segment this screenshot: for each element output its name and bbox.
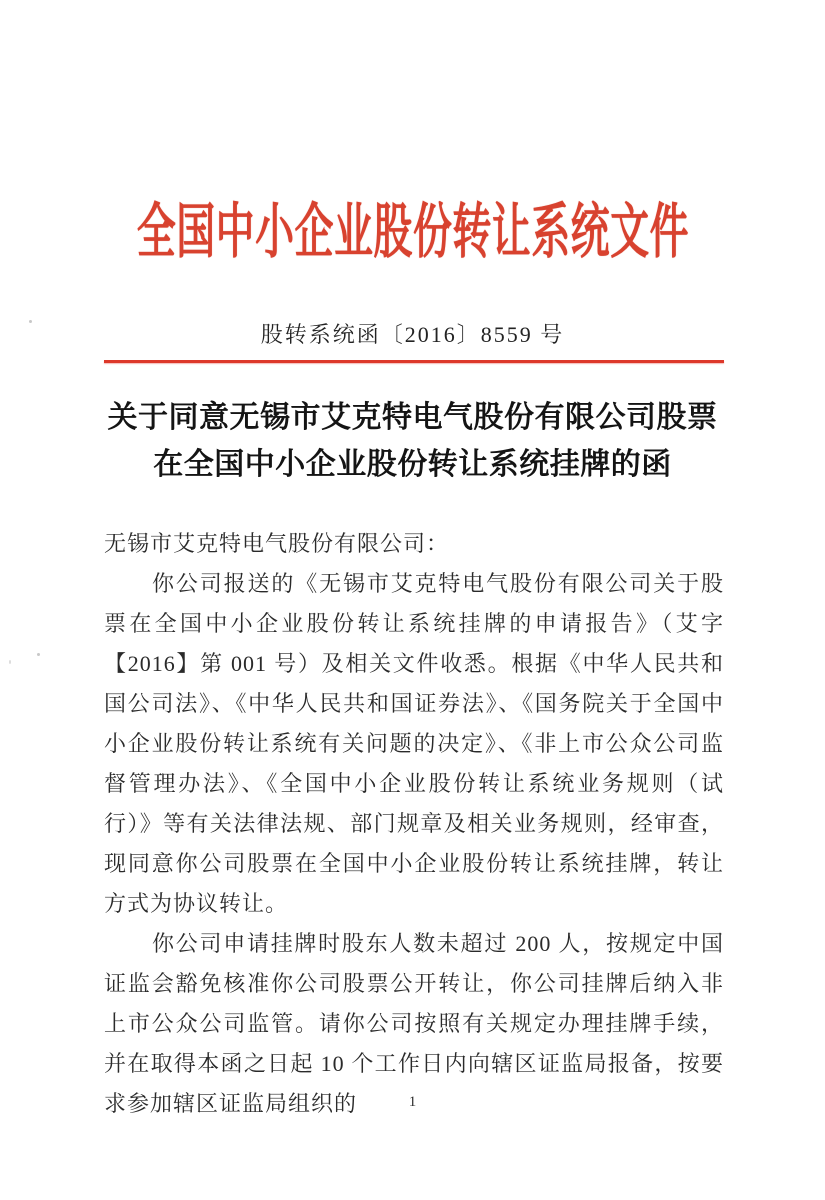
body-paragraph-2: 你公司申请挂牌时股东人数未超过 200 人，按规定中国证监会豁免核准你公司股票公开转让，你公司挂牌后纳入非上市公众公司监管。请你公司按照有关规定办理挂牌手续，并在取得本函之日起 10 个工作日内向辖区证监局报备，按要求参加辖区证监局组织的	[104, 931, 724, 1116]
document-banner	[0, 186, 825, 268]
salutation: 无锡市艾克特电气股份有限公司：	[104, 531, 450, 556]
banner-title-text: 全国中小企业股份转让系统文件	[136, 199, 689, 266]
scan-speck	[29, 320, 32, 323]
document-title-line2: 在全国中小企业股份转让系统挂牌的函	[153, 448, 672, 481]
body-paragraph-1: 你公司报送的《无锡市艾克特电气股份有限公司关于股票在全国中小企业股份转让系统挂牌的申请报告》（艾字【2016】第 001 号）及相关文件收悉。根据《中华人民共和国公司法》、《中华人民共和国证券法》、《国务院关于全国中小企业股份转让系统有关问题的决定》、《非上市公众公司监督管理办法》、《全国中小企业股份转让系统业务规则（试行）》等有关法律法规、部门规章及相关业务规则，经审查，现同意你公司股票在全国中小企业股份转让系统挂牌，转让方式为协议转让。	[104, 571, 724, 916]
scan-speck	[9, 660, 11, 664]
page-number: 1	[408, 1094, 417, 1110]
document-title	[0, 394, 825, 488]
document-title-line1: 关于同意无锡市艾克特电气股份有限公司股票	[107, 401, 718, 434]
scan-speck	[37, 653, 40, 656]
document-body	[104, 524, 724, 1124]
red-divider-rule	[104, 360, 724, 363]
document-number: 股转系统函〔2016〕8559 号	[260, 322, 565, 347]
